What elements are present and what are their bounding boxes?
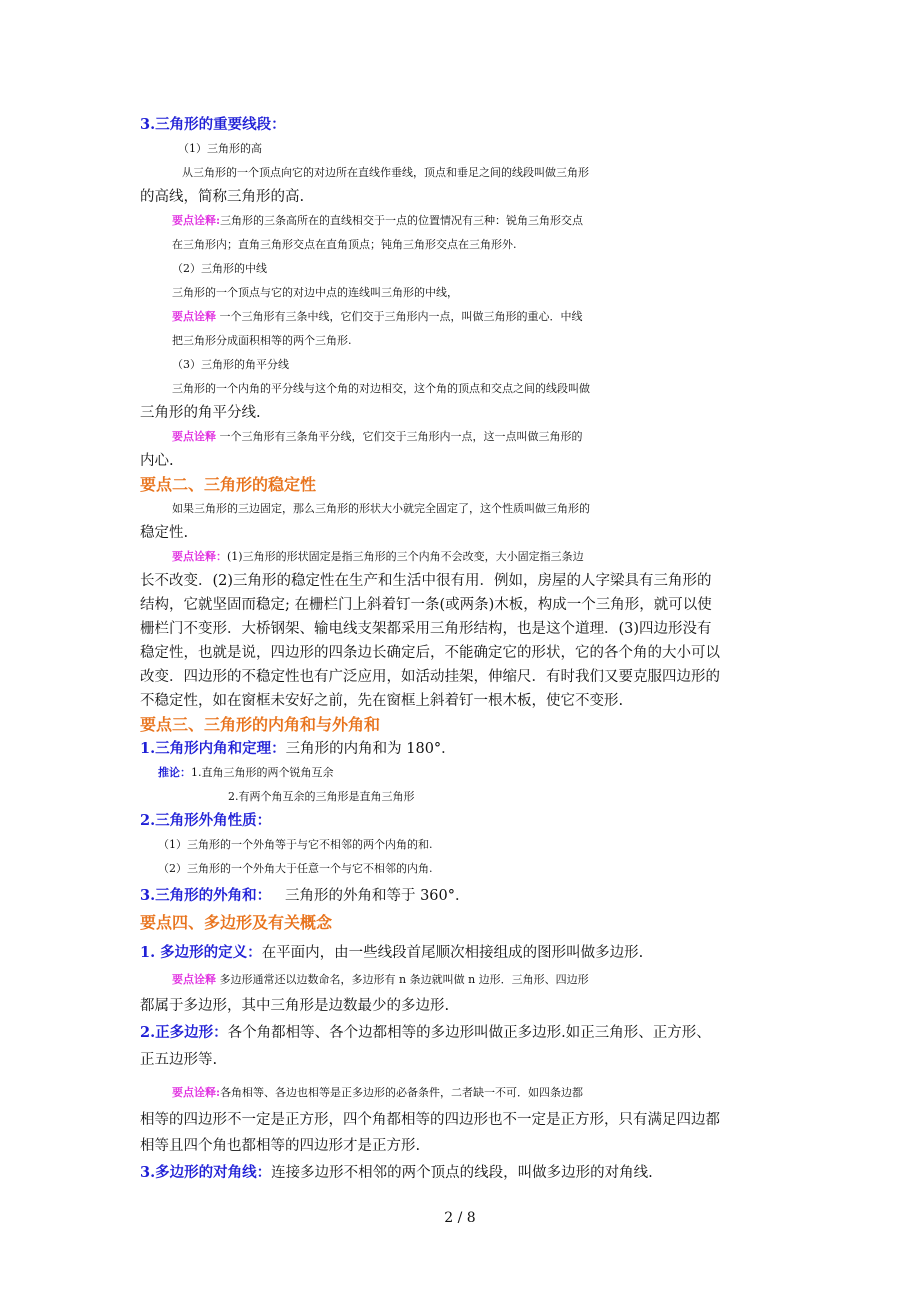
paragraph-line: 结构，它就坚固而稳定; 在栅栏门上斜着钉一条(或两条)木板，构成一个三角形，就可以使 bbox=[140, 597, 712, 613]
paragraph-line: 从三角形的一个顶点向它的对边所在直线作垂线，顶点和垂足之间的线段叫做三角形 bbox=[182, 166, 589, 179]
paragraph-line: 相等且四个角也都相等的四边形才是正方形. bbox=[140, 1138, 421, 1154]
paragraph-line: 相等的四边形不一定是正方形，四个角都相等的四边形也不一定是正方形，只有满足四边都 bbox=[140, 1112, 720, 1128]
paragraph-line: 三角形的一个顶点与它的对边中点的连线叫三角形的中线， bbox=[172, 286, 458, 299]
note-label: 要点诠释： bbox=[172, 550, 227, 563]
note-line: 要点诠释:三角形的三条高所在的直线相交于一点的位置情况有三种：锐角三角形交点 bbox=[172, 214, 584, 227]
paragraph-line: 内心. bbox=[140, 453, 174, 469]
corollary-line: 推论：1.直角三角形的两个锐角互余 bbox=[158, 766, 334, 779]
subheading-bisector: （3）三角形的角平分线 bbox=[172, 358, 289, 371]
paragraph-line: 如果三角形的三边固定，那么三角形的形状大小就完全固定了，这个性质叫做三角形的 bbox=[172, 502, 590, 515]
paragraph-line: 长不改变．(2)三角形的稳定性在生产和生活中很有用．例如，房屋的人字梁具有三角形的 bbox=[140, 573, 712, 589]
note-line: 要点诠释 一个三角形有三条角平分线，它们交于三角形内一点，这一点叫做三角形的 bbox=[172, 430, 583, 443]
note-line: 要点诠释：(1)三角形的形状固定是指三角形的三个内角不会改变，大小固定指三条边 bbox=[172, 550, 584, 563]
note-line: 在三角形内；直角三角形交点在直角顶点；钝角三角形交点在三角形外. bbox=[172, 238, 517, 251]
section-heading-stability: 要点二、三角形的稳定性 bbox=[140, 475, 317, 494]
subheading-median: （2）三角形的中线 bbox=[172, 262, 267, 275]
note-line: 要点诠释:各角相等、各边也相等是正多边形的必备条件，二者缺一不可．如四条边都 bbox=[172, 1086, 584, 1099]
section-heading-polygon: 要点四、多边形及有关概念 bbox=[140, 913, 333, 932]
note-label: 要点诠释: bbox=[172, 1086, 221, 1099]
exterior-angle-sum-line: 3.三角形的外角和： 三角形的外角和等于 360°． bbox=[140, 887, 470, 904]
paragraph-line: 栅栏门不变形．大桥钢架、输电线支架都采用三角形结构，也是这个道理．(3)四边形没有 bbox=[140, 621, 712, 637]
paragraph-line: （1）三角形的一个外角等于与它不相邻的两个内角的和. bbox=[158, 838, 433, 851]
heading-important-segments: 3.三角形的重要线段： bbox=[140, 116, 286, 133]
section-heading-angle-sum: 要点三、三角形的内角和与外角和 bbox=[140, 715, 381, 734]
paragraph-line: 正五边形等. bbox=[140, 1052, 218, 1068]
paragraph-line: 三角形的角平分线. bbox=[140, 405, 261, 421]
note-line: 要点诠释 多边形通常还以边数命名，多边形有 n 条边就叫做 n 边形．三角形、四边形 bbox=[172, 973, 589, 986]
paragraph-line: 都属于多边形，其中三角形是边数最少的多边形. bbox=[140, 998, 450, 1014]
paragraph-line: 的高线，简称三角形的高. bbox=[140, 189, 305, 205]
paragraph-line: 三角形的一个内角的平分线与这个角的对边相交，这个角的顶点和交点之间的线段叫做 bbox=[172, 382, 590, 395]
corollary-line: 2.有两个角互余的三角形是直角三角形 bbox=[228, 790, 415, 803]
paragraph-line: 改变．四边形的不稳定性也有广泛应用，如活动挂架，伸缩尺．有时我们又要克服四边形的 bbox=[140, 669, 720, 685]
paragraph-line: 不稳定性，如在窗框未安好之前，先在窗框上斜着钉一根木板，使它不变形. bbox=[140, 693, 624, 709]
note-label: 要点诠释 bbox=[172, 310, 216, 323]
note-line: 把三角形分成面积相等的两个三角形. bbox=[172, 334, 352, 347]
paragraph-line: （2）三角形的一个外角大于任意一个与它不相邻的内角. bbox=[158, 862, 433, 875]
page-number: 2 / 8 bbox=[444, 1210, 476, 1226]
definition-line: 1. 多边形的定义：在平面内，由一些线段首尾顺次相接组成的图形叫做多边形. bbox=[140, 944, 644, 961]
note-label: 要点诠释 bbox=[172, 430, 216, 443]
definition-line: 3.多边形的对角线：连接多边形不相邻的两个顶点的线段，叫做多边形的对角线. bbox=[140, 1164, 653, 1181]
subheading-altitude: （1）三角形的高 bbox=[178, 142, 262, 155]
definition-line: 2.正多边形：各个角都相等、各个边都相等的多边形叫做正多边形.如正三角形、正方形、 bbox=[140, 1024, 711, 1041]
note-line: 要点诠释 一个三角形有三条中线，它们交于三角形内一点，叫做三角形的重心．中线 bbox=[172, 310, 583, 323]
paragraph-line: 稳定性. bbox=[140, 525, 189, 541]
note-label: 要点诠释: bbox=[172, 214, 221, 227]
heading-exterior-angle-property: 2.三角形外角性质： bbox=[140, 812, 272, 829]
note-label: 要点诠释 bbox=[172, 973, 216, 986]
theorem-line: 1.三角形内角和定理：三角形的内角和为 180°． bbox=[140, 740, 456, 757]
paragraph-line: 稳定性，也就是说，四边形的四条边长确定后，不能确定它的形状，它的各个角的大小可以 bbox=[140, 645, 720, 661]
